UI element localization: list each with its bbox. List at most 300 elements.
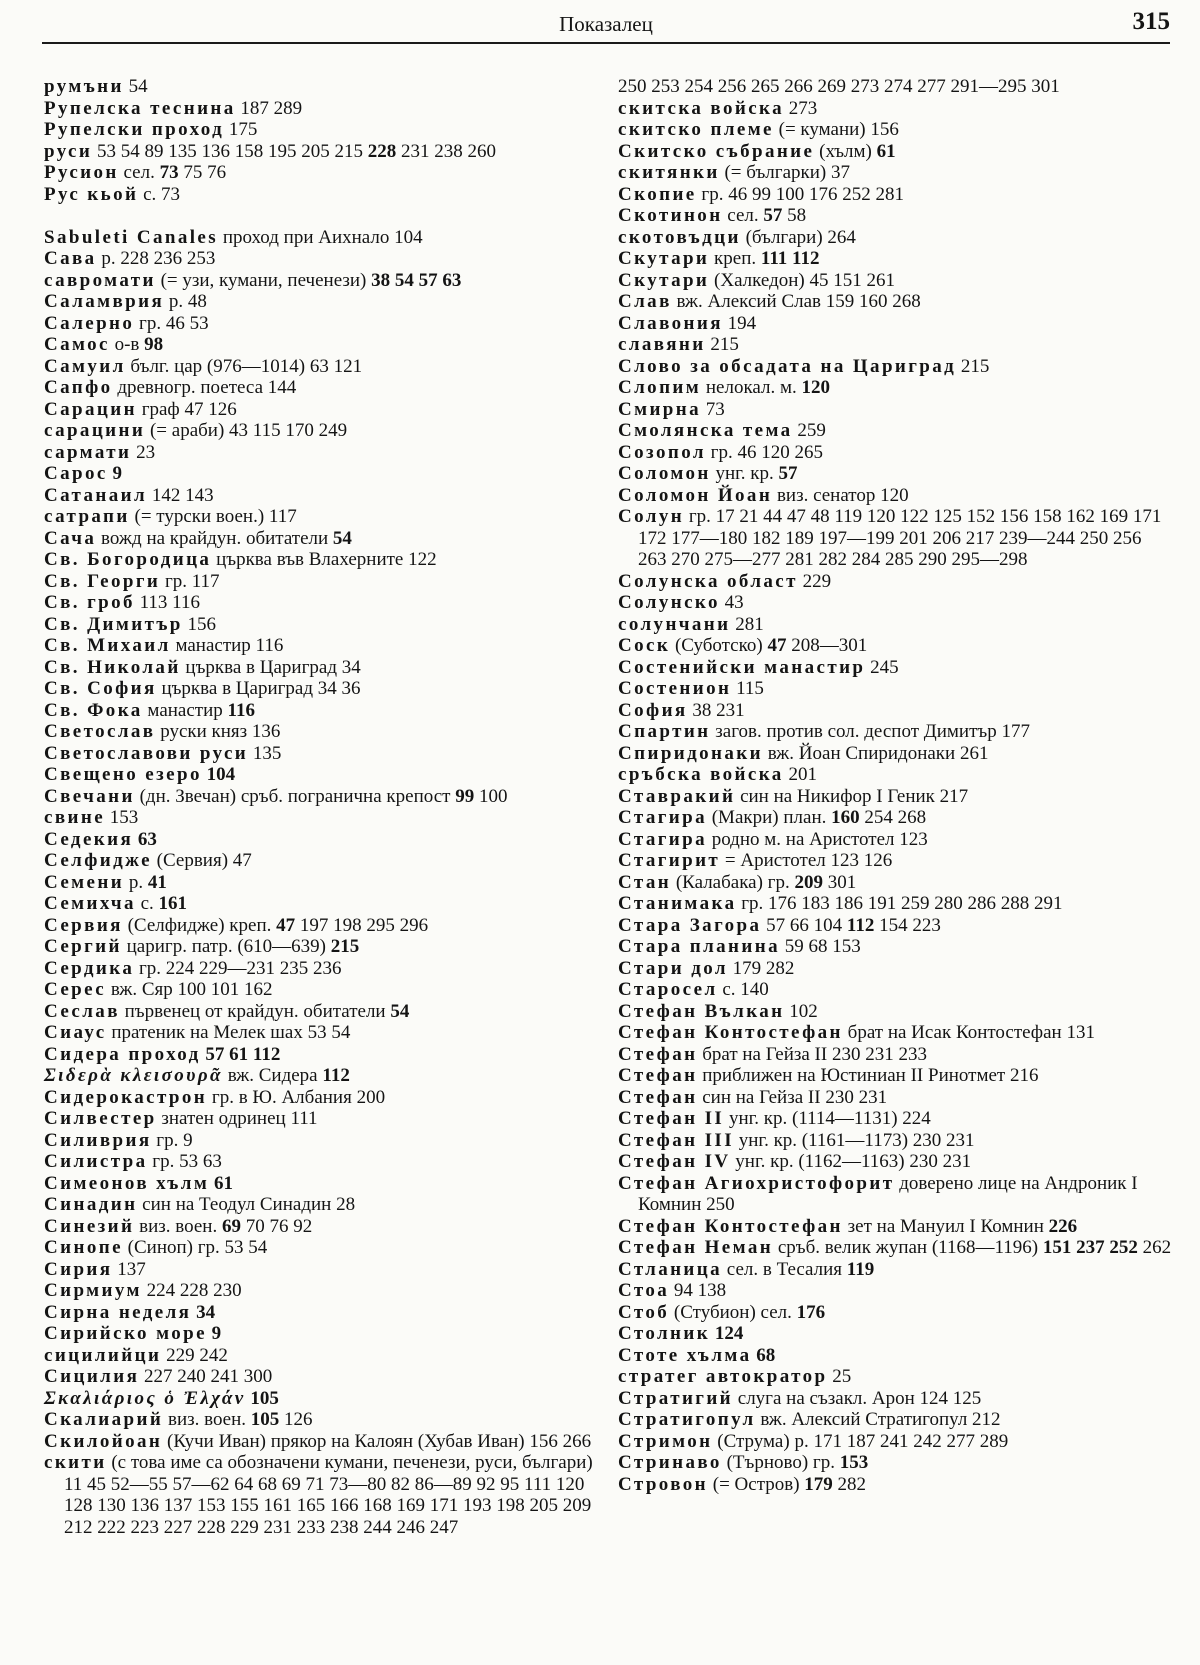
entry-text: слуга на съзакл. Арон 124 125: [737, 1387, 982, 1409]
entry-text: (Макри) план.: [711, 807, 827, 828]
entry-text: вж. Сидера: [227, 1065, 318, 1086]
entry-headword: Стланица: [618, 1258, 723, 1280]
entry-text: първенец от крайдун. обитатели: [124, 1000, 386, 1022]
entry-bold-page: 9: [211, 1323, 222, 1344]
index-entry: [618, 377, 1174, 399]
entry-headword: Слопим: [618, 377, 702, 398]
entry-text: нелокал. м.: [705, 377, 797, 398]
entry-headword: Селфидже: [44, 850, 152, 871]
index-entry: [618, 485, 1174, 507]
entry-headword: Салерно: [44, 312, 135, 334]
entry-bold-page: 63: [137, 828, 157, 850]
index-entry: [618, 1302, 1174, 1324]
entry-text: син на Гейза II 230 231: [702, 1086, 888, 1108]
entry-headword: Сатанаил: [44, 484, 148, 506]
index-entry: [618, 721, 1174, 743]
entry-tail: 197 198 295 296: [299, 914, 429, 936]
entry-bold-page: 38 54 57 63: [371, 269, 462, 291]
index-entry: [44, 1022, 604, 1044]
entry-headword: Сарацин: [44, 398, 137, 420]
index-entry: [618, 399, 1174, 421]
index-entry: [44, 248, 604, 270]
entry-tail: 282: [837, 1473, 867, 1495]
index-entry: [44, 1409, 604, 1431]
page-title: Показалец: [559, 12, 653, 36]
index-entry: [618, 356, 1174, 378]
index-entry: [44, 377, 604, 399]
entry-bold-page: 111 112: [760, 248, 820, 269]
index-entry: [44, 420, 604, 442]
entry-headword: Стари дол: [618, 957, 728, 979]
index-entry: [44, 872, 604, 894]
entry-text: 245: [870, 656, 899, 678]
entry-tail: 262: [1142, 1237, 1172, 1258]
entry-bold-page: 112: [846, 914, 875, 936]
index-entry: [44, 1388, 604, 1410]
entry-headword: Скилойоан: [44, 1430, 163, 1452]
entry-text: р. 228 236 253: [101, 248, 216, 269]
index-entry: [618, 1259, 1174, 1281]
entry-text: (хълм): [819, 140, 872, 162]
entry-text: манастир 116: [175, 635, 284, 656]
index-column-left: [44, 76, 604, 1538]
index-entry: [44, 1323, 604, 1345]
entry-text: вж. Алексий Стратигопул 212: [760, 1409, 1001, 1430]
entry-bold-page: 209: [794, 871, 823, 893]
entry-text: 142 143: [151, 484, 214, 506]
entry-headword: Стефан Неман: [618, 1237, 774, 1258]
entry-text: (българи) 264: [745, 226, 856, 248]
entry-text: 281: [735, 613, 764, 635]
entry-headword: Славония: [618, 312, 723, 334]
entry-headword: Св. Николай: [44, 656, 181, 678]
entry-headword: Соск: [618, 635, 671, 656]
entry-text: гр. 117: [164, 570, 220, 592]
entry-tail: 58: [787, 205, 807, 226]
entry-text: виз. воен.: [139, 1215, 218, 1237]
entry-headword: Стефан: [618, 1065, 698, 1086]
entry-tail: 126: [284, 1409, 313, 1430]
entry-headword: Сирна неделя: [44, 1301, 192, 1323]
section-gap: [44, 205, 604, 227]
index-entry: [44, 850, 604, 872]
index-entry: [618, 807, 1174, 829]
index-entry: [618, 291, 1174, 313]
index-entry: [618, 635, 1174, 657]
entry-text: 273: [788, 97, 818, 119]
entry-headword: Σκαλιάριος ὁ Ἐλχάν: [44, 1387, 246, 1409]
entry-tail: 100: [478, 785, 508, 807]
entry-text: вж. Йоан Спиридонаки 261: [767, 742, 989, 764]
entry-bold-page: 226: [1048, 1215, 1078, 1237]
entry-headword: Стримон: [618, 1430, 713, 1452]
entry-text: 194: [727, 312, 757, 334]
entry-headword: Сава: [44, 248, 97, 269]
index-entry: [618, 915, 1174, 937]
entry-headword: Стоте хълма: [618, 1344, 752, 1366]
entry-text: 73: [705, 398, 725, 420]
entry-headword: Спиридонаки: [618, 742, 763, 764]
entry-text: 224 228 230: [146, 1280, 242, 1301]
entry-bold-page: 176: [796, 1301, 826, 1323]
index-entry: [44, 614, 604, 636]
entry-bold-page: 104: [206, 764, 236, 785]
entry-text: приближен на Юстиниан II Ринотмет 216: [702, 1065, 1039, 1086]
entry-bold-page: 215: [330, 936, 360, 957]
entry-bold-page: 124: [714, 1323, 744, 1344]
entry-text: син на Никифор I Геник 217: [740, 785, 969, 807]
entry-text: сел. в Тесалия: [726, 1258, 843, 1280]
entry-text: 59 68 153: [784, 936, 861, 957]
entry-text: сел.: [123, 162, 155, 183]
entry-text: (Струма) р. 171 187 241 242 277 289: [717, 1430, 1009, 1452]
index-entry: [618, 1237, 1174, 1259]
index-entry: [618, 1216, 1174, 1238]
index-entry: [618, 248, 1174, 270]
entry-headword: Стратигий: [618, 1387, 734, 1409]
index-entry: [618, 1044, 1174, 1066]
entry-text: унг. кр. (1114—1131) 224: [728, 1108, 931, 1129]
entry-text: царигр. патр. (610—639): [126, 936, 327, 957]
entry-headword: Рус кьой: [44, 183, 139, 205]
entry-headword: Смолянска тема: [618, 420, 793, 441]
index-entry: [44, 979, 604, 1001]
entry-headword: Соломон Йоан: [618, 484, 773, 506]
entry-text: 38 231: [692, 699, 745, 721]
entry-headword: Саламврия: [44, 291, 165, 312]
entry-headword: Стефан: [618, 1086, 698, 1108]
entry-headword: Симеонов хълм: [44, 1172, 210, 1194]
index-entry: [44, 442, 604, 464]
entry-text: р. 48: [168, 291, 207, 312]
index-entry: [44, 1216, 604, 1238]
index-entry: [618, 506, 1174, 571]
entry-headword: Стара Загора: [618, 914, 762, 936]
entry-text: 115: [736, 678, 764, 699]
index-entry: [44, 1001, 604, 1023]
entry-text: (Стубион) сел.: [673, 1301, 792, 1323]
entry-headword: Сирмиум: [44, 1280, 142, 1301]
entry-headword: Русион: [44, 162, 119, 183]
entry-text: (Кучи Иван) прякор на Калоян (Хубав Иван) 156 266: [167, 1430, 592, 1452]
index-entry: [44, 1259, 604, 1281]
entry-headword: Стефан Агиохристофорит: [618, 1172, 895, 1194]
index-entry: [618, 184, 1174, 206]
entry-headword: Сапфо: [44, 377, 113, 398]
entry-headword: савромати: [44, 269, 156, 291]
index-entry: [618, 1130, 1174, 1152]
index-entry: [44, 893, 604, 915]
index-entry: [44, 936, 604, 958]
entry-text: 227 240 241 300: [144, 1366, 273, 1387]
index-entry: [618, 592, 1174, 614]
entry-headword: Сеслав: [44, 1000, 120, 1022]
entry-tail: 301: [827, 871, 857, 893]
index-entry: [44, 915, 604, 937]
entry-headword: сицилийци: [44, 1344, 162, 1366]
index-entry: [618, 1151, 1174, 1173]
index-entry: [618, 850, 1174, 872]
entry-text: 156: [187, 613, 217, 635]
entry-text: брат на Исак Контостефан 131: [847, 1022, 1095, 1043]
entry-headword: Свечани: [44, 785, 135, 807]
index-entry: [618, 872, 1174, 894]
entry-headword: Сердика: [44, 957, 135, 979]
entry-headword: свине: [44, 807, 106, 828]
index-entry: [44, 1087, 604, 1109]
entry-text: с. 73: [143, 183, 181, 205]
entry-text: сръб. велик жупан (1168—1196): [777, 1237, 1039, 1258]
index-entry: [618, 1323, 1174, 1345]
entry-tail: 208—301: [791, 635, 868, 656]
entry-headword: скитско племе: [618, 119, 774, 140]
entry-headword: Св. Михаил: [44, 635, 171, 656]
entry-text: (= узи, кумани, печенези): [160, 269, 367, 291]
entry-text: = Аристотел 123 126: [724, 850, 893, 871]
entry-headword: Рупелска теснина: [44, 97, 236, 119]
entry-bold-page: 99: [455, 785, 475, 807]
entry-headword: Св. Фока: [44, 699, 143, 721]
index-entry: [618, 313, 1174, 335]
index-entry: [618, 958, 1174, 980]
index-entry: [44, 1151, 604, 1173]
index-entry: [44, 958, 604, 980]
entry-headword: Стефан III: [618, 1129, 734, 1151]
entry-headword: солунчани: [618, 613, 731, 635]
entry-text: брат на Гейза II 230 231 233: [702, 1043, 927, 1065]
entry-headword: Сарос: [44, 463, 108, 484]
entry-text: (= турски воен.) 117: [134, 506, 297, 527]
entry-tail: 254 268: [864, 807, 927, 828]
entry-headword: Серес: [44, 979, 107, 1000]
entry-text: бълг. цар (976—1014) 63 121: [130, 355, 363, 377]
entry-text: сел.: [727, 205, 759, 226]
entry-headword: Сидера проход: [44, 1043, 201, 1065]
entry-headword: Смирна: [618, 398, 702, 420]
index-entry: [618, 1452, 1174, 1474]
index-entry: [44, 657, 604, 679]
entry-bold-page: 151 237 252: [1042, 1237, 1138, 1258]
entry-text: с. 140: [722, 979, 769, 1000]
index-entry: [44, 1130, 604, 1152]
index-entry: [618, 657, 1174, 679]
index-entry: [618, 1388, 1174, 1410]
index-entry: [44, 463, 604, 485]
index-entry: [44, 227, 604, 249]
entry-headword: скити: [44, 1452, 107, 1473]
entry-text: доверено лице на Андроник I Комнин 250: [638, 1172, 1138, 1215]
index-entry: [618, 420, 1174, 442]
index-entry: [44, 356, 604, 378]
entry-headword: Скутари: [618, 269, 710, 291]
index-entry: [618, 1065, 1174, 1087]
entry-text: (Калабака) гр.: [675, 871, 790, 893]
entry-bold-page: 153: [839, 1452, 869, 1473]
index-entry: [44, 1345, 604, 1367]
entry-text: гр. 176 183 186 191 259 280 286 288 291: [741, 893, 1063, 914]
entry-text: (Сервия) 47: [156, 850, 252, 871]
entry-headword: Стефан II: [618, 1108, 725, 1129]
entry-text: църква в Цариград 34: [185, 656, 361, 678]
index-entry: [618, 162, 1174, 184]
index-entry: [44, 162, 604, 184]
index-entry: [44, 528, 604, 550]
entry-headword: Скотинон: [618, 205, 723, 226]
index-entry: [44, 700, 604, 722]
entry-text: 179 282: [732, 957, 795, 979]
entry-bold-page: 160: [831, 807, 860, 828]
entry-headword: Сиаус: [44, 1022, 107, 1043]
index-entry: [618, 1474, 1174, 1496]
entry-headword: Состенион: [618, 678, 732, 699]
index-entry: [44, 485, 604, 507]
entry-text: гр. 224 229—231 235 236: [138, 957, 342, 979]
index-entry: [618, 1366, 1174, 1388]
index-entry: [618, 743, 1174, 765]
index-entry: [44, 399, 604, 421]
index-entry: [618, 571, 1174, 593]
entry-headword: стратег автократор: [618, 1366, 828, 1387]
entry-headword: Скалиарий: [44, 1409, 164, 1430]
entry-text: (= Остров): [712, 1473, 800, 1495]
entry-text: (Селфидже) креп.: [127, 914, 272, 936]
entry-bold-page: 54: [390, 1000, 410, 1022]
entry-headword: Синезий: [44, 1215, 135, 1237]
entry-text: 25: [832, 1366, 852, 1387]
index-entry: [618, 764, 1174, 786]
entry-text: о-в: [114, 334, 140, 355]
index-entry: [44, 1366, 604, 1388]
index-entry: [618, 1087, 1174, 1109]
entry-headword: Sabuleti Canales: [44, 226, 219, 248]
entry-headword: Самуил: [44, 355, 126, 377]
entry-text: 229: [802, 570, 832, 592]
index-entry: [44, 1280, 604, 1302]
entry-headword: Св. Георги: [44, 570, 161, 592]
entry-headword: Стагирит: [618, 850, 721, 871]
index-entry: [44, 1108, 604, 1130]
entry-headword: Стратигопул: [618, 1409, 756, 1430]
entry-headword: София: [618, 699, 688, 721]
index-entry: [618, 678, 1174, 700]
entry-headword: сръбска войска: [618, 764, 784, 785]
index-entry: [618, 270, 1174, 292]
entry-headword: Седекия: [44, 828, 134, 850]
entry-headword: Стровон: [618, 1473, 709, 1495]
entry-headword: Самос: [44, 334, 110, 355]
entry-text: син на Теодул Синадин 28: [142, 1194, 356, 1215]
index-entry: [618, 141, 1174, 163]
entry-text: 259: [797, 420, 826, 441]
index-entry: [618, 893, 1174, 915]
index-entry: [618, 119, 1174, 141]
entry-headword: Стара планина: [618, 936, 781, 957]
entry-bold-page: 116: [227, 699, 255, 721]
index-entry: [44, 184, 604, 206]
entry-headword: Силиврия: [44, 1129, 152, 1151]
index-entry: [618, 442, 1174, 464]
page-number: 315: [1132, 8, 1170, 35]
entry-tail: 154 223: [879, 914, 941, 936]
index-entry: [44, 764, 604, 786]
entry-text: 94 138: [673, 1280, 727, 1301]
entry-bold-page: 9: [112, 463, 122, 484]
entry-text: (с това име са обозначени кумани, печенези, руси, българи) 11 45 52—55 57—62 64 68 69 71 73—80 82 86—89 92 95 111 120 128 130 136 137 153 155 161 165 166 168 169 171 193 198 205 209 212 222 223 227 228 229 231 233 238 244 246 247: [64, 1452, 593, 1538]
entry-text: родно м. на Аристотел 123: [711, 828, 928, 850]
index-entry: [44, 1452, 604, 1538]
entry-headword: славяни: [618, 334, 706, 355]
index-entry: [44, 1173, 604, 1195]
entry-text: унг. кр. (1162—1163) 230 231: [735, 1151, 972, 1172]
index-entry: [618, 1280, 1174, 1302]
entry-text: 53 54 89 135 136 158 195 205 215: [96, 140, 363, 162]
index-entry: [44, 1194, 604, 1216]
entry-text: 175: [228, 119, 258, 140]
entry-tail: 231 238 260: [400, 140, 496, 162]
entry-text: (= араби) 43 115 170 249: [149, 420, 348, 441]
entry-bold-page: 105: [250, 1409, 280, 1430]
entry-text: 137: [117, 1258, 146, 1280]
entry-bold-page: 47: [767, 635, 787, 656]
entry-text: (дн. Звечан) сръб. погранична крепост: [139, 785, 451, 807]
index-entry: [44, 119, 604, 141]
index-entry: [44, 141, 604, 163]
entry-text: 229 242: [166, 1344, 228, 1366]
entry-headword: Семихча: [44, 893, 136, 914]
entry-text: (Халкедон) 45 151 261: [714, 269, 896, 291]
entry-headword: Силистра: [44, 1151, 148, 1172]
entry-bold-page: 34: [196, 1301, 216, 1323]
index-entry: [44, 1237, 604, 1259]
index-entry: [44, 549, 604, 571]
index-entry: [618, 829, 1174, 851]
entry-text: (Търново) гр.: [726, 1452, 835, 1473]
index-entry: [618, 463, 1174, 485]
index-entry: [618, 1431, 1174, 1453]
entry-bold-page: 57: [763, 205, 783, 226]
index-entry: [618, 1022, 1174, 1044]
entry-bold-page: 161: [158, 893, 188, 914]
index-entry: [44, 635, 604, 657]
entry-text: с.: [140, 893, 154, 914]
entry-text: гр. 46 99 100 176 252 281: [701, 183, 904, 205]
entry-headword: Стефан: [618, 1043, 698, 1065]
entry-headword: Созопол: [618, 441, 706, 463]
entry-tail: 70 76 92: [245, 1215, 313, 1237]
entry-bold-page: 47: [276, 914, 296, 936]
entry-text: гр. 46 120 265: [710, 441, 823, 463]
entry-headword: Солунска област: [618, 570, 798, 592]
index-entry: [618, 979, 1174, 1001]
entry-headword: Стагира: [618, 807, 707, 828]
entry-text: вж. Алексий Слав 159 160 268: [676, 291, 921, 312]
index-entry: [618, 227, 1174, 249]
entry-text: проход при Аихнало 104: [222, 226, 423, 248]
entry-headword: Солун: [618, 506, 685, 527]
entry-headword: скитска войска: [618, 97, 785, 119]
index-entry: [44, 291, 604, 313]
entry-headword: Соломон: [618, 463, 711, 484]
entry-headword: Синадин: [44, 1194, 138, 1215]
entry-headword: Сергий: [44, 936, 122, 957]
entry-bold-page: 61: [876, 140, 896, 162]
entry-text: виз. воен.: [167, 1409, 247, 1430]
entry-headword: Свещено езеро: [44, 764, 202, 785]
entry-headword: Сирийско море: [44, 1323, 207, 1344]
index-entry: [44, 829, 604, 851]
entry-headword: скитянки: [618, 162, 720, 183]
entry-headword: Сача: [44, 527, 97, 549]
